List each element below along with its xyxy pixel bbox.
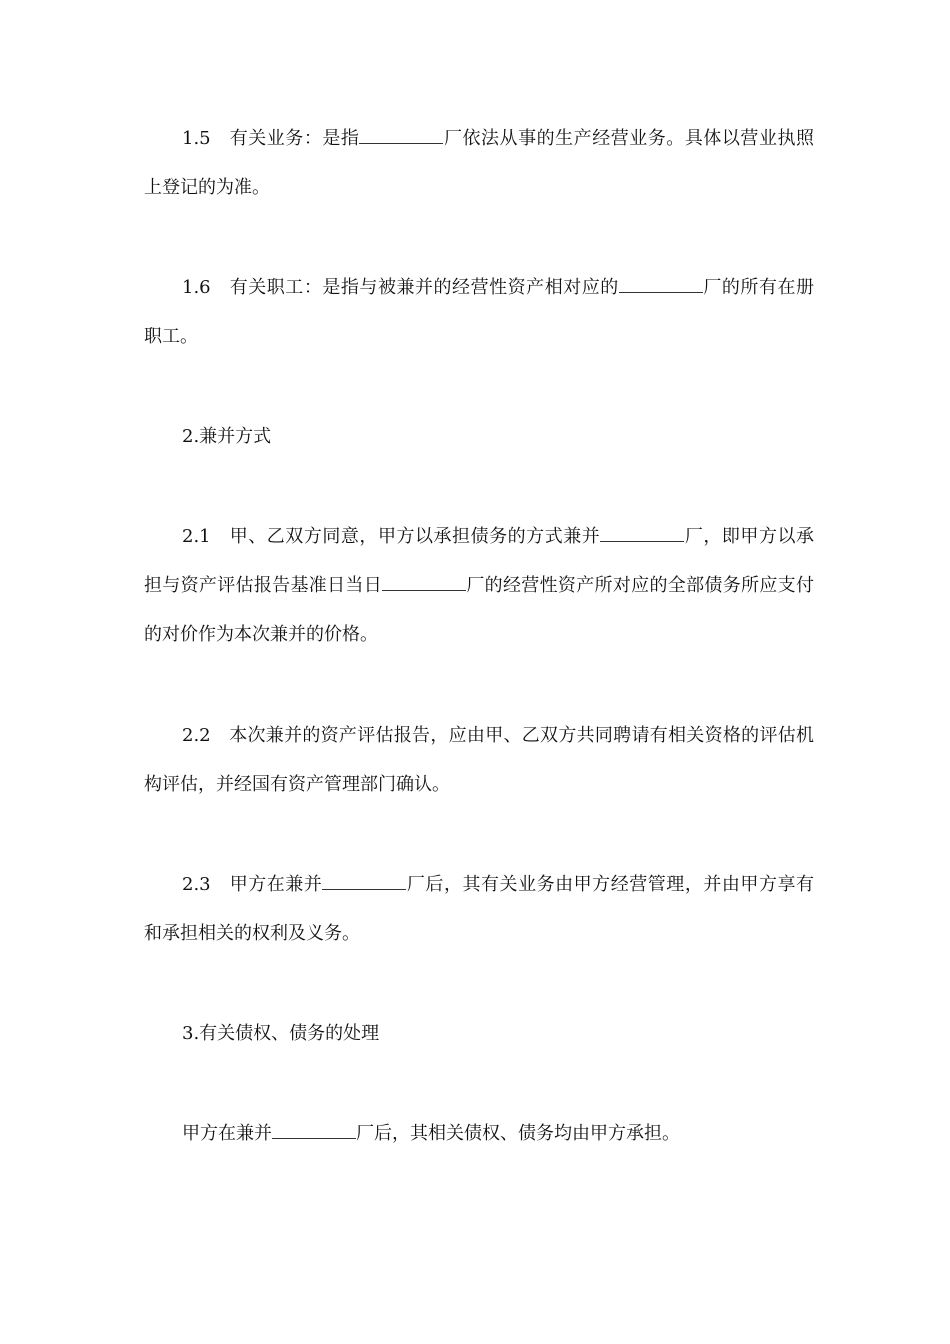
clause-1-6 xyxy=(144,263,814,361)
clause-number: 1.6 xyxy=(182,277,211,298)
clause-2-3 xyxy=(144,860,814,958)
section-heading-2: 2.兼并方式 xyxy=(182,426,272,447)
fill-blank[interactable] xyxy=(600,527,684,542)
clause-number: 2.3 xyxy=(182,874,211,895)
clause-text: 厂的经营性资产所对应的全部债务所应支付的对价作为本次兼并的价格。 xyxy=(144,575,814,645)
clause-text: 厂的所有在册职工。 xyxy=(144,277,815,347)
fill-blank[interactable] xyxy=(382,576,466,591)
clause-number: 2.1 xyxy=(182,526,211,547)
clause-text: 厂后，其有关业务由甲方经营管理，并由甲方享有和承担相关的权利及义务。 xyxy=(144,874,815,944)
fill-blank[interactable] xyxy=(619,278,703,293)
fill-blank[interactable] xyxy=(272,1124,356,1139)
clause-2-1 xyxy=(144,512,814,659)
clause-number: 2.2 xyxy=(182,725,211,746)
clause-text: 厂依法从事的生产经营业务。具体以营业执照上登记的为准。 xyxy=(144,128,815,198)
clause-text: 有关职工：是指与被兼并的经营性资产相对应的 xyxy=(229,277,619,298)
fill-blank[interactable] xyxy=(322,875,406,890)
clause-text: 甲、乙双方同意，甲方以承担债务的方式兼并 xyxy=(229,526,601,547)
fill-blank[interactable] xyxy=(359,129,443,144)
clause-3 xyxy=(144,1109,814,1158)
clause-1-5 xyxy=(144,114,814,212)
clause-number: 1.5 xyxy=(182,128,211,149)
clause-2-2 xyxy=(144,711,814,809)
clause-text: 甲方在兼并 xyxy=(182,1123,272,1144)
clause-text: 本次兼并的资产评估报告，应由甲、乙双方共同聘请有相关资格的评估机构评估，并经国有资产管理部门确认。 xyxy=(144,725,815,795)
clause-text: 厂后，其相关债权、债务均由甲方承担。 xyxy=(356,1123,680,1144)
clause-text: 厂，即甲方以承担与资产评估报告基准日当日 xyxy=(144,526,815,596)
section-heading-3: 3.有关债权、债务的处理 xyxy=(182,1023,380,1044)
clause-text: 有关业务：是指 xyxy=(229,128,360,149)
clause-text: 甲方在兼并 xyxy=(229,874,323,895)
